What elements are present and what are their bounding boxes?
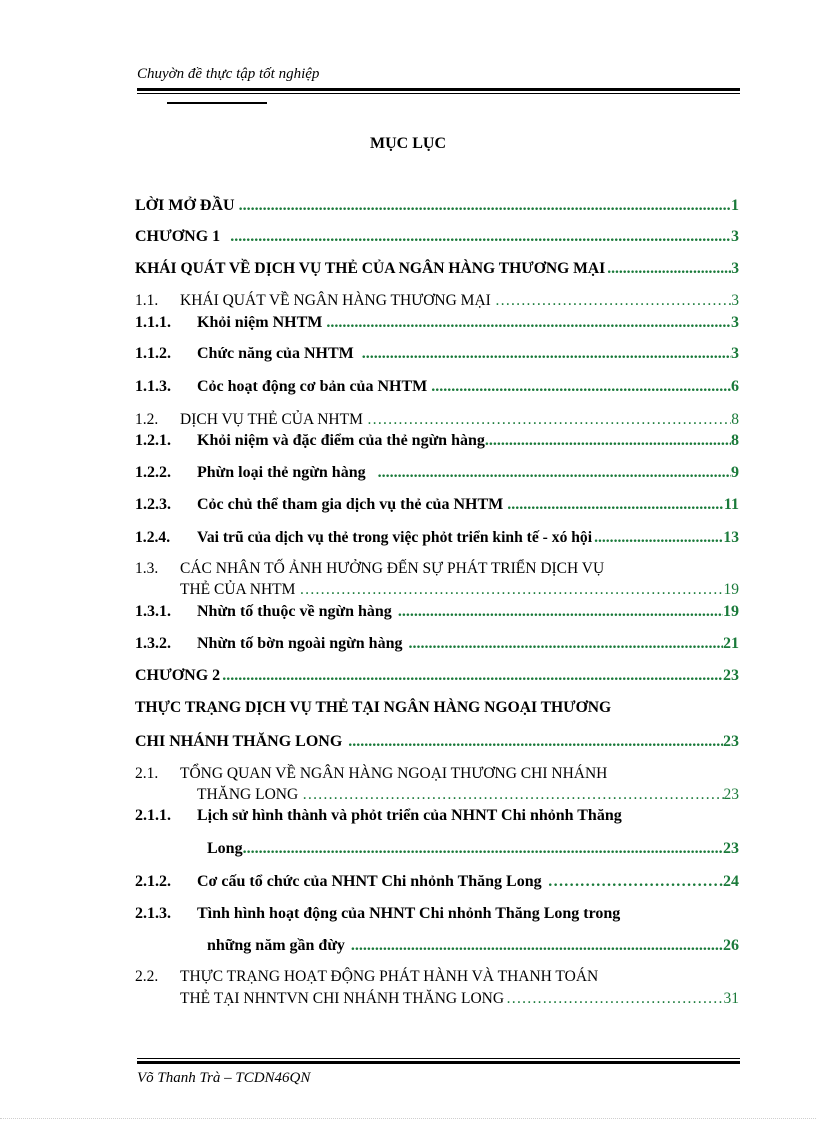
leader-dots — [378, 462, 731, 484]
toc-page-number: 8 — [731, 432, 739, 449]
toc-label: CHƯƠNG 2 — [135, 667, 221, 684]
footer-author: Võ Thanh Trà – TCDN46QN — [137, 1070, 311, 1086]
toc-page-number: 8 — [731, 411, 739, 428]
header-short-rule — [167, 102, 267, 104]
toc-number: 1.2.3. — [135, 496, 171, 513]
toc-entry-2-2[interactable] — [135, 966, 739, 988]
toc-entry-1-2-3[interactable] — [135, 494, 739, 516]
toc-page-number: 21 — [723, 635, 739, 652]
leader-dots — [495, 290, 731, 312]
toc-label: LỜI MỞ ĐẦU — [135, 197, 235, 214]
toc-entry-1-1-2[interactable] — [135, 343, 739, 365]
toc-label: Vai trũ của dịch vụ thẻ trong việc phỏt triển kinh tế - xó hội — [197, 529, 593, 546]
toc-number: 1.3.2. — [135, 635, 171, 652]
leader-dots — [398, 601, 723, 623]
toc-entry-chapter-1-title[interactable] — [135, 258, 739, 280]
toc-page-number: 19 — [723, 581, 739, 598]
toc-page-number: 23 — [723, 733, 739, 750]
toc-number: 1.1.1. — [135, 314, 171, 331]
leader-dots — [607, 258, 731, 280]
toc-label: Khỏi niệm NHTM — [197, 314, 323, 331]
toc-page-number: 26 — [723, 937, 739, 954]
toc-label-continued: THẺ TẠI NHNTVN CHI NHÁNH THĂNG LONG — [180, 990, 505, 1007]
toc-page-number: 3 — [731, 314, 739, 331]
toc-page-number: 19 — [723, 603, 739, 620]
toc-number: 1.2.1. — [135, 432, 171, 449]
toc-page-number: 6 — [731, 378, 739, 395]
toc-entry-1-3-2[interactable] — [135, 633, 739, 655]
page-edge — [0, 1118, 816, 1119]
toc-page-number: 23 — [723, 840, 739, 857]
toc-entry-2-1-1[interactable] — [135, 805, 739, 827]
toc-entry-chapter-2[interactable] — [135, 665, 739, 687]
toc-entry-1-3-continued[interactable] — [180, 579, 739, 601]
toc-label: THỰC TRẠNG HOẠT ĐỘNG PHÁT HÀNH VÀ THANH TOÁN — [180, 968, 599, 985]
toc-entry-2-1[interactable] — [135, 763, 739, 785]
toc-label-continued: THẺ CỦA NHTM — [180, 581, 296, 598]
toc-page-number: 13 — [723, 529, 739, 546]
toc-label-continued: THĂNG LONG — [197, 786, 299, 803]
toc-number: 1.3.1. — [135, 603, 171, 620]
toc-page-number: 31 — [723, 990, 739, 1007]
toc-page-number: 24 — [723, 873, 739, 890]
toc-label: Tình hình hoạt động của NHNT Chi nhỏnh Thăng Long trong — [197, 905, 621, 922]
header-text: Chuyờn đề thực tập tốt nghiệp — [137, 66, 320, 82]
toc-label: Chức năng của NHTM — [197, 345, 354, 362]
leader-dots — [594, 527, 723, 549]
toc-number: 2.2. — [135, 968, 159, 985]
toc-page-number: 11 — [723, 496, 739, 513]
leader-dots — [507, 494, 724, 516]
toc-entry-2-1-3-continued[interactable] — [207, 935, 739, 957]
toc-entry-1-2-1[interactable] — [135, 430, 739, 452]
toc-label-continued: những năm gần đừy — [207, 937, 345, 954]
toc-page-number: 3 — [731, 228, 739, 245]
leader-dots — [431, 376, 731, 398]
toc-label: Cơ cấu tổ chức của NHNT Chi nhỏnh Thăng Long — [197, 873, 542, 890]
toc-number: 1.2. — [135, 411, 159, 428]
leader-dots — [239, 195, 731, 217]
leader-dots — [351, 935, 723, 957]
toc-page-number: 3 — [731, 260, 739, 277]
page-header — [137, 64, 740, 84]
leader-dots — [548, 871, 723, 893]
toc-entry-2-1-3[interactable] — [135, 903, 739, 925]
header-rule-thin — [137, 93, 740, 94]
leader-dots — [230, 226, 731, 248]
leader-dots — [299, 579, 723, 601]
toc-label-continued: Long — [207, 840, 243, 857]
page-title: MỤC LỤC — [370, 135, 446, 152]
toc-number: 1.2.2. — [135, 464, 171, 481]
toc-entry-1-3[interactable] — [135, 558, 739, 580]
leader-dots — [243, 838, 723, 860]
toc-entry-2-1-2[interactable] — [135, 871, 739, 893]
toc-entry-1-2-2[interactable] — [135, 462, 739, 484]
header-rule-thick — [137, 88, 740, 91]
toc-label: TỔNG QUAN VỀ NGÂN HÀNG NGOẠI THƯƠNG CHI NHÁNH — [180, 765, 608, 782]
leader-dots — [326, 312, 731, 334]
leader-dots — [485, 430, 731, 452]
toc-label: CHI NHÁNH THĂNG LONG — [135, 733, 343, 750]
toc-number: 1.1. — [135, 292, 159, 309]
toc-entry-1-2[interactable] — [135, 409, 739, 431]
toc-entry-chapter-2-title[interactable] — [135, 697, 739, 719]
toc-number: 1.1.2. — [135, 345, 171, 362]
toc-label: Nhừn tố thuộc về ngừn hàng — [197, 603, 392, 620]
toc-page-number: 9 — [731, 464, 739, 481]
toc-entry-2-2-continued[interactable] — [180, 988, 739, 1010]
toc-number: 1.2.4. — [135, 529, 171, 546]
toc-number: 2.1.2. — [135, 873, 171, 890]
toc-page-number: 23 — [723, 786, 739, 803]
toc-entry-chapter-2-title-continued[interactable] — [135, 731, 739, 753]
toc-label: Nhừn tố bờn ngoài ngừn hàng — [197, 635, 403, 652]
toc-number: 2.1.3. — [135, 905, 171, 922]
leader-dots — [362, 343, 731, 365]
toc-number: 2.1.1. — [135, 807, 171, 824]
leader-dots — [506, 988, 723, 1010]
leader-dots — [367, 409, 731, 431]
toc-entry-2-1-1-continued[interactable] — [207, 838, 739, 860]
leader-dots — [222, 665, 723, 687]
toc-entry-intro[interactable] — [135, 195, 739, 217]
toc-label: CHƯƠNG 1 — [135, 228, 221, 245]
toc-label: Khỏi niệm và đặc điểm của thẻ ngừn hàng — [197, 432, 485, 449]
toc-number: 1.1.3. — [135, 378, 171, 395]
toc-label: Lịch sử hình thành và phỏt triển của NHNT Chi nhỏnh Thăng — [197, 807, 622, 824]
toc-page-number: 3 — [731, 292, 739, 309]
toc-entry-1-1-3[interactable] — [135, 376, 739, 398]
toc-entry-1-3-1[interactable] — [135, 601, 739, 623]
leader-dots — [348, 731, 723, 753]
toc-label: KHÁI QUÁT VỀ DỊCH VỤ THẺ CỦA NGÂN HÀNG THƯƠNG MẠI — [135, 260, 606, 277]
toc-entry-1-2-4[interactable] — [135, 527, 739, 549]
toc-entry-chapter-1[interactable] — [135, 226, 739, 248]
footer-rule-thick — [137, 1061, 740, 1064]
toc-entry-1-1-1[interactable] — [135, 312, 739, 334]
footer-rule-thin — [137, 1058, 740, 1059]
toc-label: Cỏc chủ thể tham gia dịch vụ thẻ của NHTM — [197, 496, 504, 513]
toc-entry-2-1-continued[interactable] — [197, 784, 739, 806]
toc-number: 1.3. — [135, 560, 159, 577]
toc-page-number: 23 — [723, 667, 739, 684]
leader-dots — [302, 784, 723, 806]
toc-page-number: 3 — [731, 345, 739, 362]
leader-dots — [408, 633, 723, 655]
toc-label: DỊCH VỤ THẺ CỦA NHTM — [180, 411, 363, 428]
toc-label: Cỏc hoạt động cơ bản của NHTM — [197, 378, 428, 395]
toc-label: Phừn loại thẻ ngừn hàng — [197, 464, 366, 481]
toc-label: KHÁI QUÁT VỀ NGÂN HÀNG THƯƠNG MẠI — [180, 292, 491, 309]
toc-label: THỰC TRẠNG DỊCH VỤ THẺ TẠI NGÂN HÀNG NGOẠI THƯƠNG — [135, 699, 612, 716]
toc-page-number: 1 — [731, 197, 739, 214]
toc-label: CÁC NHÂN TỐ ẢNH HƯỞNG ĐẾN SỰ PHÁT TRIỂN DỊCH VỤ — [180, 560, 605, 577]
toc-number: 2.1. — [135, 765, 159, 782]
toc-entry-1-1[interactable] — [135, 290, 739, 312]
